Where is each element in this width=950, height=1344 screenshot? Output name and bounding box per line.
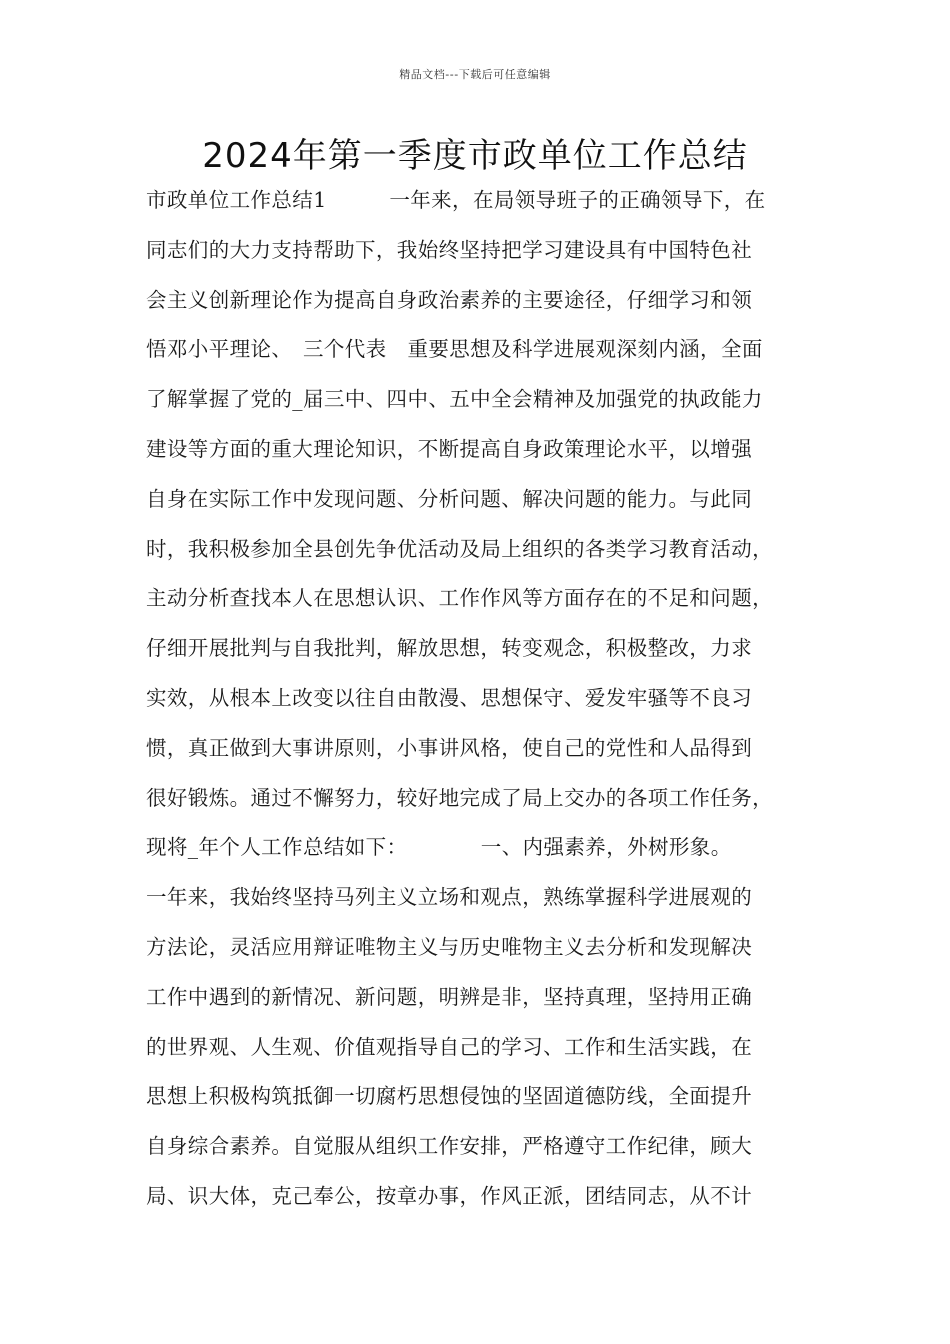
body-line: 工作中遇到的新情况、新问题，明辨是非，坚持真理，坚持用正确 bbox=[146, 984, 753, 1009]
body-line: 建设等方面的重大理论知识，不断提高自身政策理论水平，以增强 bbox=[146, 436, 753, 461]
body-line: 局、识大体，克己奉公，按章办事，作风正派，团结同志，从不计 bbox=[146, 1183, 753, 1208]
body-line: 惯，真正做到大事讲原则，小事讲风格，使自己的党性和人品得到 bbox=[146, 735, 753, 760]
document-title: 2024年第一季度市政单位工作总结 bbox=[202, 136, 748, 176]
body-line: 自身综合素养。自觉服从组织工作安排，严格遵守工作纪律，顾大 bbox=[146, 1134, 753, 1159]
body-line: 市政单位工作总结1 一年来，在局领导班子的正确领导下，在 bbox=[146, 188, 766, 212]
body-line: 同志们的大力支持帮助下，我始终坚持把学习建设具有中国特色社 bbox=[146, 237, 753, 262]
body-line: 的世界观、人生观、价值观指导自己的学习、工作和生活实践，在 bbox=[146, 1034, 753, 1059]
body-line: 了解掌握了党的_届三中、四中、五中全会精神及加强党的执政能力 bbox=[146, 387, 763, 412]
header-note: 精品文档---下载后可任意编辑 bbox=[399, 68, 551, 81]
body-line: 方法论，灵活应用辩证唯物主义与历史唯物主义去分析和发现解决 bbox=[146, 934, 753, 959]
body-line: 实效，从根本上改变以往自由散漫、思想保守、爱发牢骚等不良习 bbox=[146, 685, 753, 710]
body-line: 悟邓小平理论、 三个代表 重要思想及科学进展观深刻内涵，全面 bbox=[146, 337, 763, 362]
body-line: 仔细开展批判与自我批判，解放思想，转变观念，积极整改，力求 bbox=[146, 636, 753, 661]
body-line: 一年来，我始终坚持马列主义立场和观点，熟练掌握科学进展观的 bbox=[146, 885, 753, 910]
body-line: 主动分析查找本人在思想认识、工作作风等方面存在的不足和问题， bbox=[146, 586, 773, 611]
body-text bbox=[146, 184, 826, 1230]
body-line: 会主义创新理论作为提高自身政治素养的主要途径，仔细学习和领 bbox=[146, 287, 753, 312]
body-line: 现将_年个人工作总结如下： 一、内强素养，外树形象。 bbox=[146, 835, 732, 860]
body-line: 时，我积极参加全县创先争优活动及局上组织的各类学习教育活动， bbox=[146, 536, 773, 561]
body-line: 很好锻炼。通过不懈努力，较好地完成了局上交办的各项工作任务， bbox=[146, 785, 773, 810]
body-line: 自身在实际工作中发现问题、分析问题、解决问题的能力。与此同 bbox=[146, 486, 753, 511]
body-line: 思想上积极构筑抵御一切腐朽思想侵蚀的坚固道德防线，全面提升 bbox=[146, 1084, 753, 1109]
